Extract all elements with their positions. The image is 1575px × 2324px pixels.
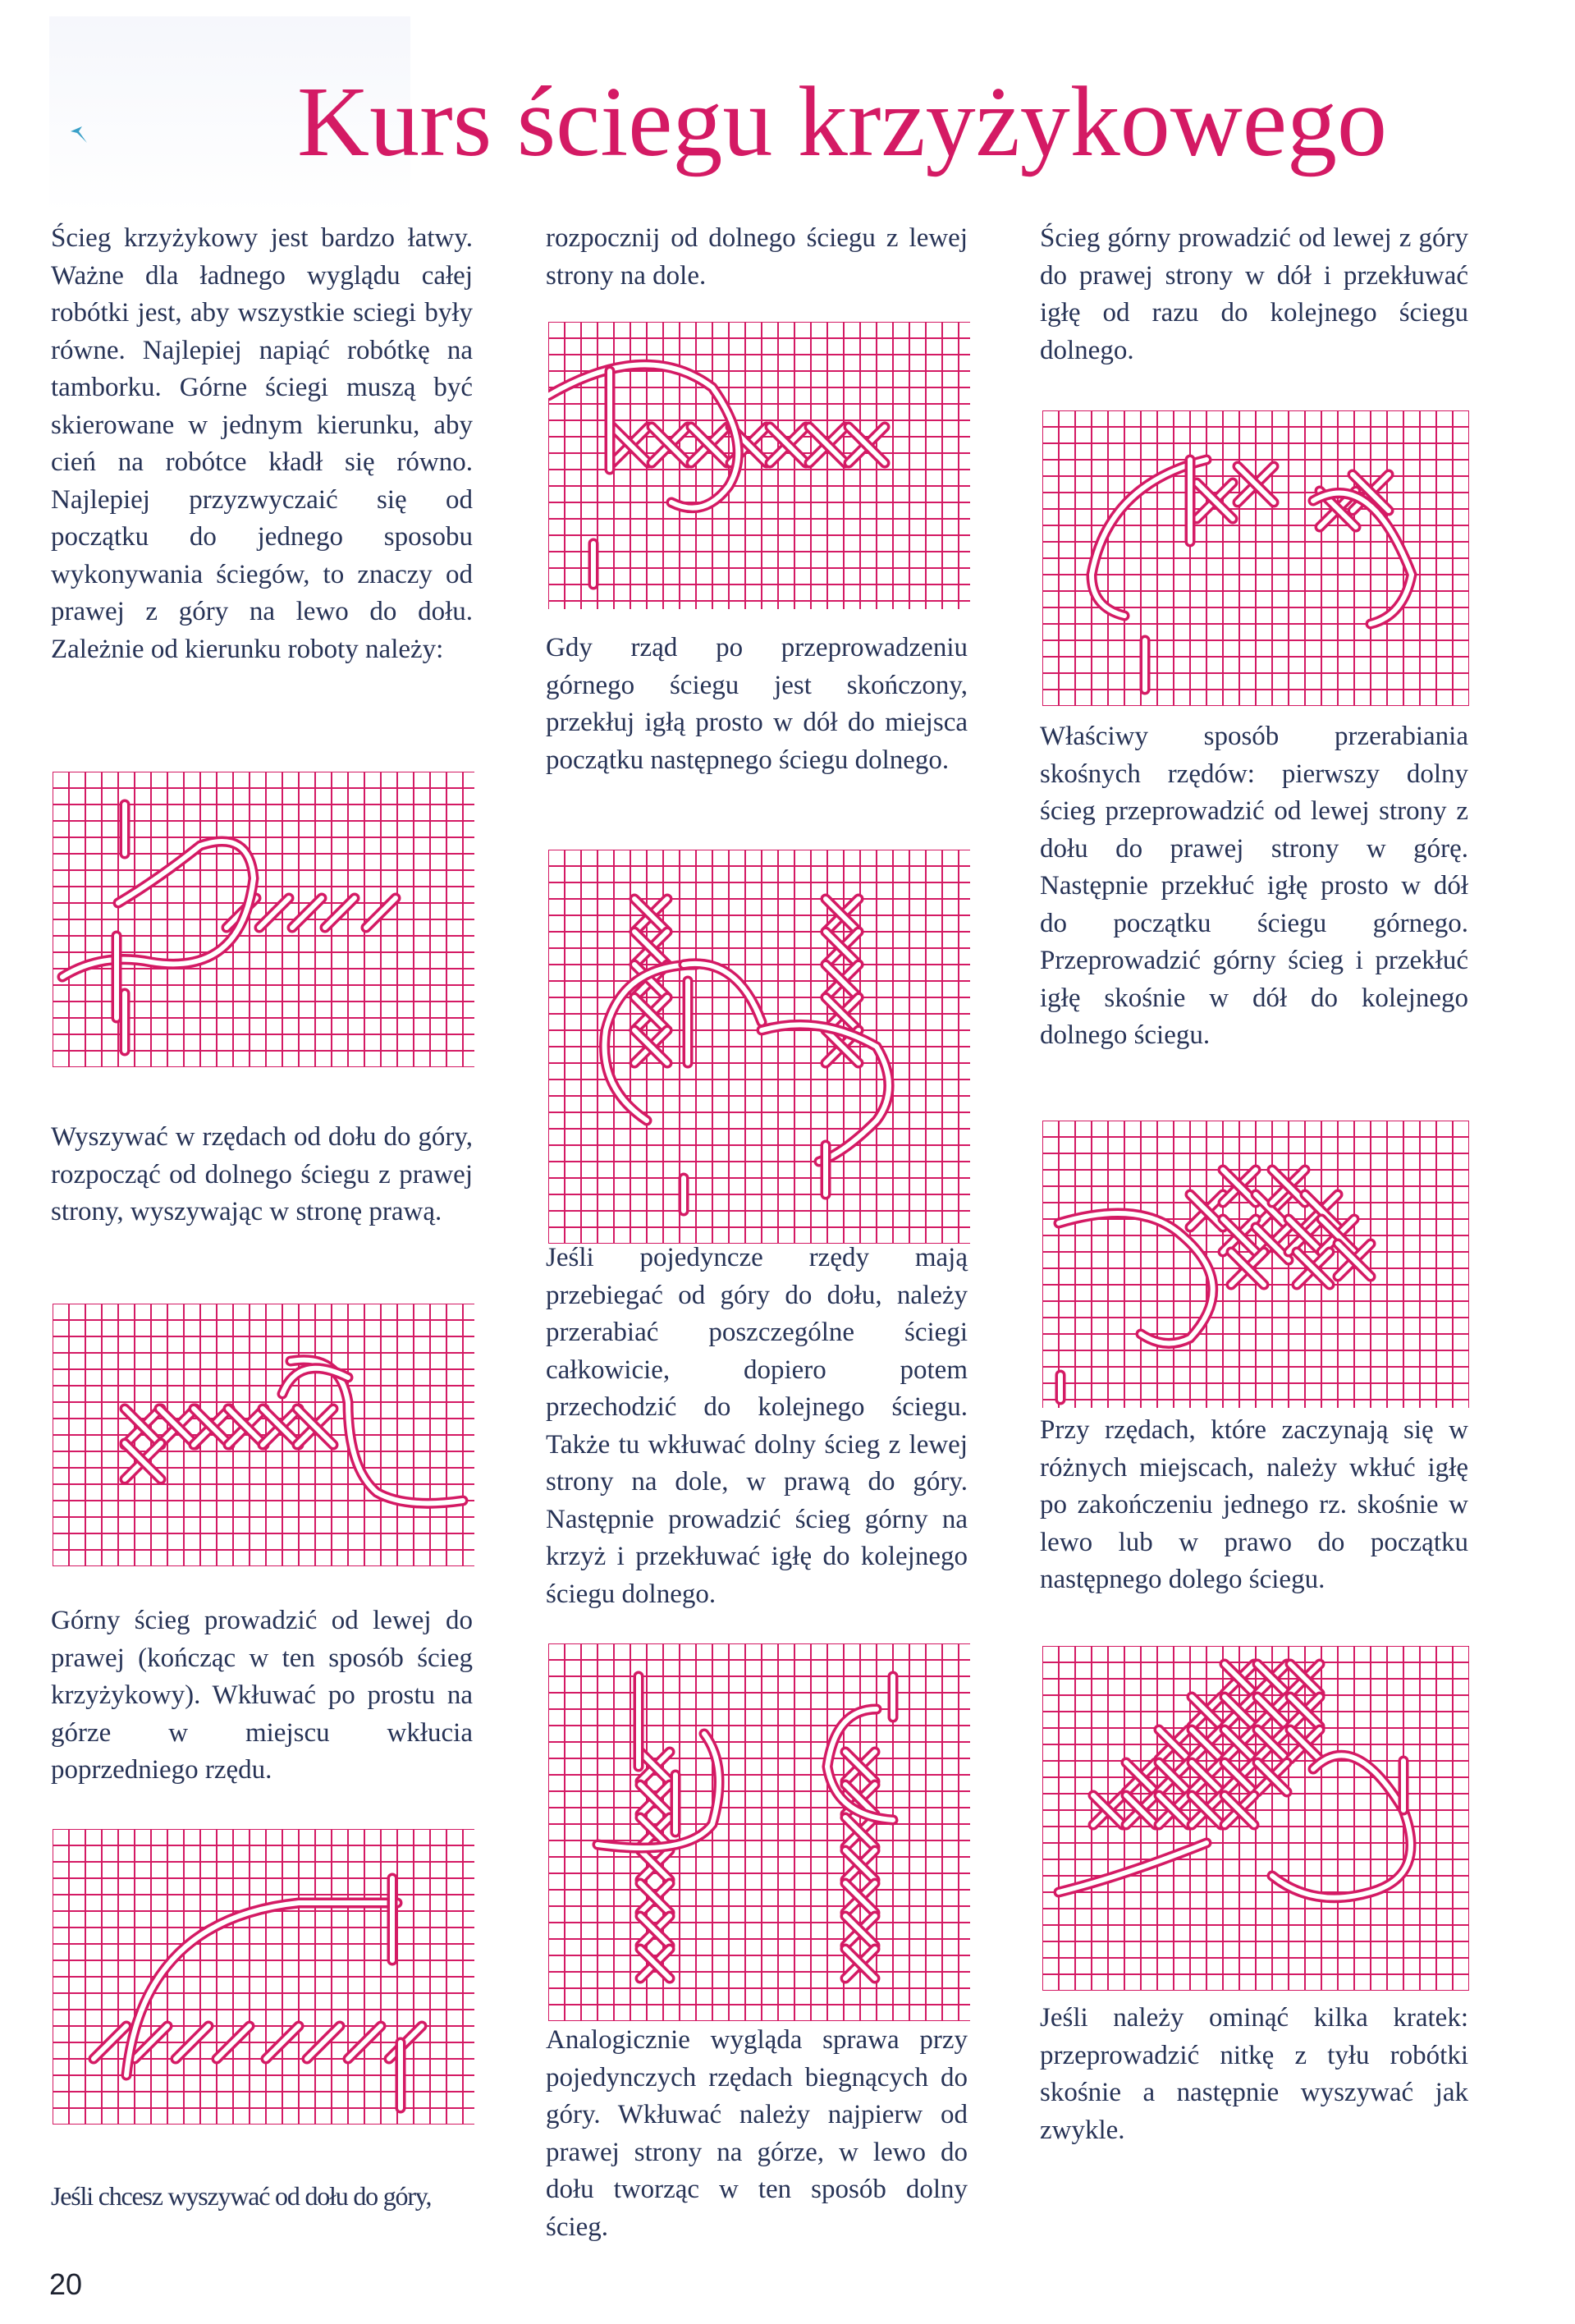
paragraph-row-bottom-up: Wyszywać w rzędach od dołu do góry, rozpocząć od dolnego ściegu z prawej strony, wyszywając w stronę prawą. <box>51 1122 473 1226</box>
thread-outline <box>62 841 254 977</box>
paragraph-row-complete: Gdy rząd po przeprowadzeniu górnego ściegu jest skończony, przekłuj igłą prosto w dół do miejsca początku następnego ściegu dolnego. <box>546 633 968 775</box>
paragraph-skip-squares: Jeśli należy ominąć kilka kratek: przeprowadzić nitkę z tyłu robótki skośnie a następnie wyszywać jak zwykle. <box>1040 2003 1468 2145</box>
paragraph-intro: Ścieg krzyżykowy jest bardzo łatwy. Ważne dla ładnego wyglądu całej robótki jest, aby wszystkie sciegi były równe. Najlepiej napiąć robótkę na tamborku. Górne ściegi muszą być skierowane w jednym kierunku, aby cień na robótce kładł się równo. Najlepiej przyzwyczaić się od początku do jednego sposobu wykonywania ściegów, to znaczy od prawej z góry na lewo do dołu. Zależnie od kierunku roboty należy: <box>51 223 473 664</box>
stitch-diagram-1 <box>53 772 474 1067</box>
stitch-diagram-6 <box>548 1643 970 2021</box>
grid-lines <box>548 850 970 1244</box>
stitch-diagram-3 <box>53 1829 474 2125</box>
stitch-diagram-4 <box>548 322 970 609</box>
paragraph-rows-up: Analogicznie wygląda sprawa przy pojedynczych rzędach biegnących do góry. Wkłuwać należy najpierw od prawej strony na górze, w lewo do dołu tworząc w ten sposób dolny ścieg. <box>546 2025 968 2242</box>
arrow-icon <box>67 123 89 144</box>
paragraph-diagonal-rows: Właściwy sposób przerabiania skośnych rzędów: pierwszy dolny ścieg przeprowadzić od lewej strony z dołu do prawej strony w górę. Następnie przekłuć igłę prosto w dół do początku ściegu górnego. Przeprowadzić górny ścieg i przekłuć igłę skośnie w dół do kolejnego dolnego ściegu. <box>1040 722 1468 1050</box>
paragraph-start-left: rozpocznij od dolnego ściegu z lewej strony na dole. <box>546 223 968 291</box>
grid-lines <box>548 1643 970 2021</box>
paragraph-bottom-to-top: Jeśli chcesz wyszywać od dołu do góry, <box>51 2181 432 2211</box>
stitch-diagram-2 <box>53 1304 474 1566</box>
grid-lines <box>53 1304 474 1566</box>
stitch-diagram-5 <box>548 850 970 1244</box>
stitch-diagram-9 <box>1042 1646 1469 1991</box>
stitch-diagram-8 <box>1042 1121 1469 1408</box>
paragraph-top-stitch: Górny ścieg prowadzić od lewej do prawej (kończąc w ten sposób ścieg krzyżykowy). Wkłuwać po prostu na górze w miejscu wkłucia poprzedniego rzędu. <box>51 1606 473 1785</box>
paragraph-staggered-rows: Przy rzędach, które zaczynają się w różnych miejscach, należy wkłuć igłę po zakończeniu jednego rz. skośnie w lewo lub w prawo do początku następnego dolego ściegu. <box>1040 1415 1468 1594</box>
paragraph-top-stitch-right: Ścieg górny prowadzić od lewej z góry do prawej strony w dół i przekłuwać igłę od razu do kolejnego ściegu dolnego. <box>1040 223 1468 365</box>
thread-core <box>62 841 254 977</box>
paragraph-rows-down: Jeśli pojedyncze rzędy mają przebiegać od góry do dołu, należy przerabiać poszczególne ściegi całkowicie, dopiero potem przechodzić do kolejnego ściegu. Także tu wkłuwać dolny ścieg z lewej strony na dole, w prawą do góry. Następnie prowadzić ścieg górny na krzyż i przekłuwać igłę do kolejnego ściegu dolnego. <box>546 1243 968 1609</box>
page-title: Kurs ściegu krzyżykowego <box>297 66 1388 177</box>
grid-lines <box>53 1829 474 2125</box>
page-number: 20 <box>49 2267 83 2301</box>
stitch-diagram-7 <box>1042 410 1469 706</box>
